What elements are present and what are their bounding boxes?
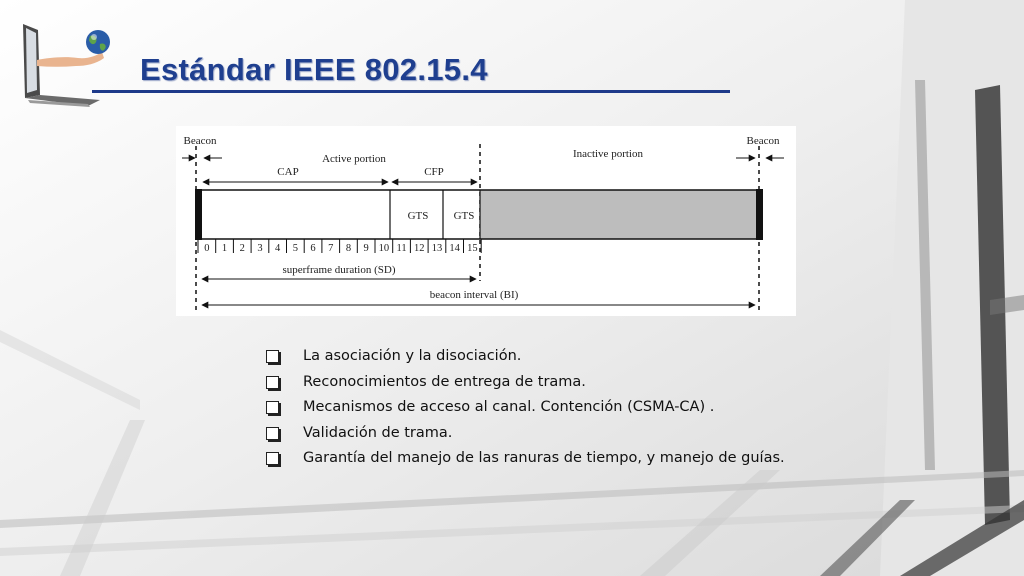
checkbox-bullet-icon	[266, 401, 279, 414]
slot-label: 3	[257, 243, 263, 254]
feature-list	[266, 344, 785, 472]
superframe-diagram	[176, 126, 796, 316]
checkbox-bullet-icon	[266, 427, 279, 440]
slot-label: 8	[345, 243, 352, 254]
slot-label: 14	[449, 243, 460, 254]
slot-label: 6	[310, 243, 316, 254]
inactive-portion-label: Inactive portion	[573, 148, 643, 160]
list-item-text: Reconocimientos de entrega de trama.	[303, 373, 586, 390]
list-item	[266, 395, 785, 421]
slot-label: 0	[204, 243, 210, 254]
list-item-text: Garantía del manejo de las ranuras de tiempo, y manejo de guías.	[303, 450, 785, 466]
slot-label: 1	[221, 243, 228, 254]
laptop-globe-logo	[18, 20, 118, 110]
list-item	[266, 370, 785, 396]
slot-label: 9	[363, 243, 369, 254]
gts-label-1: GTS	[407, 210, 429, 222]
list-item	[266, 446, 785, 472]
slot-label: 5	[292, 243, 298, 254]
gts-label-2: GTS	[453, 210, 475, 222]
inactive-region	[480, 190, 758, 239]
slide-title: Estándar IEEE 802.15.4	[140, 52, 488, 87]
beacon-label-right: Beacon	[746, 135, 780, 147]
sd-label: superframe duration (SD)	[282, 264, 396, 276]
list-item-text: La asociación y la disociación.	[303, 348, 522, 364]
slot-label: 2	[239, 243, 245, 254]
slot-label: 12	[414, 243, 425, 254]
list-item-text: Mecanismos de acceso al canal. Contención (CSMA-CA) .	[303, 399, 715, 415]
checkbox-bullet-icon	[266, 376, 279, 389]
slot-label: 15	[467, 243, 478, 254]
slot-label: 7	[328, 243, 334, 254]
checkbox-bullet-icon	[266, 350, 279, 363]
slot-label: 13	[431, 243, 443, 254]
slot-scale	[198, 239, 481, 254]
beacon-block-left	[195, 189, 202, 240]
list-item	[266, 421, 785, 447]
slot-label: 4	[275, 243, 281, 254]
active-portion-label: Active portion	[322, 153, 386, 165]
checkbox-bullet-icon	[266, 452, 279, 465]
bi-label: beacon interval (BI)	[429, 289, 519, 301]
list-item-text: Validación de trama.	[303, 424, 453, 441]
cap-label: CAP	[277, 166, 299, 178]
list-item	[266, 344, 785, 370]
beacon-label-left: Beacon	[183, 135, 217, 147]
cfp-label: CFP	[424, 166, 444, 178]
beacon-block-right	[756, 189, 763, 240]
slot-label: 11	[396, 243, 407, 254]
superframe-svg	[176, 126, 796, 316]
title-underline	[92, 90, 730, 93]
slot-label: 10	[378, 243, 390, 254]
